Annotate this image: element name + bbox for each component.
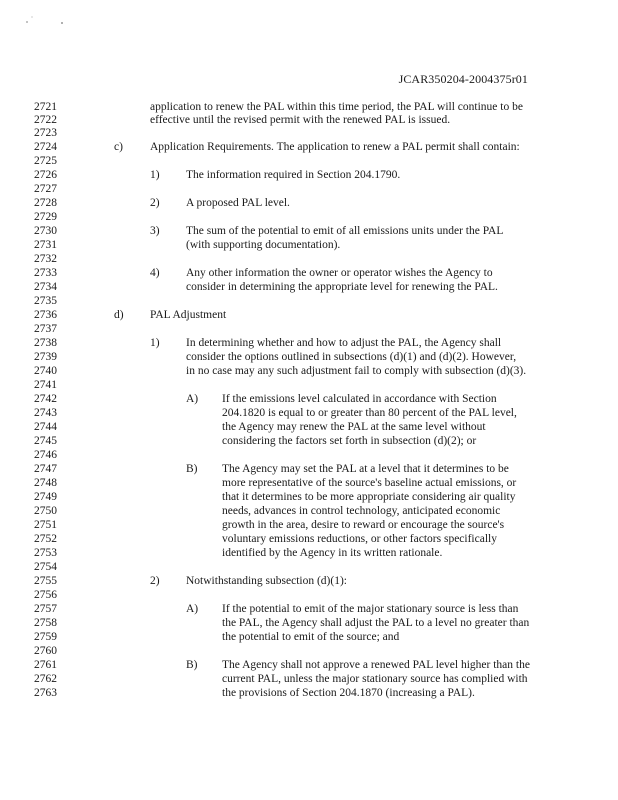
section-d-marker: d) xyxy=(114,309,124,321)
line-number: 2721 xyxy=(34,101,57,113)
document-id: JCAR350204-2004375r01 xyxy=(398,72,528,86)
line-number: 2729 xyxy=(34,211,57,223)
list-item-text: In determining whether and how to adjust the PAL, the Agency shall xyxy=(186,337,502,349)
sublist-item-text: identified by the Agency in its written rationale. xyxy=(222,547,443,559)
line-number: 2761 xyxy=(34,659,57,671)
line-number: 2744 xyxy=(34,421,57,433)
section-c-marker: c) xyxy=(114,141,123,153)
line-number: 2741 xyxy=(34,379,57,391)
sublist-item-text: If the emissions level calculated in accordance with Section xyxy=(222,393,497,405)
sublist-item-text: the PAL, the Agency shall adjust the PAL to a level no greater than xyxy=(222,617,530,629)
list-marker: 2) xyxy=(150,197,160,209)
line-number: 2740 xyxy=(34,365,57,377)
line-number: 2745 xyxy=(34,435,57,447)
line-number: 2749 xyxy=(34,491,57,503)
line-number: 2732 xyxy=(34,253,57,265)
line-number: 2724 xyxy=(34,141,57,153)
line-number: 2733 xyxy=(34,267,57,279)
line-number: 2731 xyxy=(34,239,57,251)
list-marker: 2) xyxy=(150,575,160,587)
line-number: 2743 xyxy=(34,407,57,419)
line-number: 2762 xyxy=(34,673,57,685)
line-number: 2736 xyxy=(34,309,57,321)
line-number: 2760 xyxy=(34,645,57,657)
list-item-text: consider in determining the appropriate level for renewing the PAL. xyxy=(186,281,498,293)
line-number: 2727 xyxy=(34,183,57,195)
sublist-marker: B) xyxy=(186,659,198,671)
line-number: 2739 xyxy=(34,351,57,363)
line-number: 2726 xyxy=(34,169,57,181)
list-item-text: consider the options outlined in subsections (d)(1) and (d)(2). However, xyxy=(186,351,517,363)
sublist-item-text: voluntary emissions reductions, or other factors specifically xyxy=(222,533,497,545)
line-number: 2759 xyxy=(34,631,57,643)
line-number: 2747 xyxy=(34,463,57,475)
section-d-heading: PAL Adjustment xyxy=(150,309,227,321)
line-number: 2735 xyxy=(34,295,57,307)
sublist-item-text: the Agency may renew the PAL at the same level without xyxy=(222,421,486,433)
sublist-item-text: current PAL, unless the major stationary source has complied with xyxy=(222,673,528,685)
line-number: 2722 xyxy=(34,114,57,126)
sublist-item-text: needs, advances in control technology, anticipated economic xyxy=(222,505,501,517)
line-number: 2753 xyxy=(34,547,57,559)
sublist-item-text: The Agency shall not approve a renewed PAL level higher than the xyxy=(222,659,530,671)
sublist-marker: A) xyxy=(186,393,199,405)
sublist-item-text: the provisions of Section 204.1870 (increasing a PAL). xyxy=(222,687,475,699)
line-number: 2750 xyxy=(34,505,57,517)
scan-specks xyxy=(25,10,65,26)
sublist-item-text: that it determines to be more appropriate considering air quality xyxy=(222,491,516,503)
list-item-text: Any other information the owner or operator wishes the Agency to xyxy=(186,267,493,279)
line-number: 2742 xyxy=(34,393,57,405)
section-c-heading: Application Requirements. The application to renew a PAL permit shall contain: xyxy=(150,141,520,153)
line-number: 2748 xyxy=(34,477,57,489)
list-marker: 1) xyxy=(150,169,160,181)
sublist-item-text: If the potential to emit of the major stationary source is less than xyxy=(222,603,519,615)
line-number: 2746 xyxy=(34,449,57,461)
sublist-item-text: The Agency may set the PAL at a level that it determines to be xyxy=(222,463,509,475)
list-marker: 1) xyxy=(150,337,160,349)
line-number: 2754 xyxy=(34,561,57,573)
line-number: 2730 xyxy=(34,225,57,237)
sublist-item-text: considering the factors set forth in subsection (d)(2); or xyxy=(222,435,477,447)
body-text-line: application to renew the PAL within this time period, the PAL will continue to be xyxy=(150,101,523,113)
line-number: 2755 xyxy=(34,575,57,587)
list-item-text: The information required in Section 204.1790. xyxy=(186,169,401,181)
sublist-item-text: the potential to emit of the source; and xyxy=(222,631,400,643)
list-marker: 3) xyxy=(150,225,160,237)
list-item-text: (with supporting documentation). xyxy=(186,239,341,251)
sublist-item-text: 204.1820 is equal to or greater than 80 percent of the PAL level, xyxy=(222,407,517,419)
line-number: 2725 xyxy=(34,155,57,167)
line-number: 2752 xyxy=(34,533,57,545)
line-number: 2763 xyxy=(34,687,57,699)
list-item-text: The sum of the potential to emit of all emissions units under the PAL xyxy=(186,225,504,237)
line-number: 2737 xyxy=(34,323,57,335)
line-number: 2734 xyxy=(34,281,57,293)
body-text-line: effective until the revised permit with the renewed PAL is issued. xyxy=(150,114,451,126)
list-item-text: Notwithstanding subsection (d)(1): xyxy=(186,575,347,587)
line-number: 2756 xyxy=(34,589,57,601)
sublist-item-text: more representative of the source's baseline actual emissions, or xyxy=(222,477,517,489)
sublist-marker: B) xyxy=(186,463,198,475)
line-number: 2723 xyxy=(34,127,57,139)
line-number: 2751 xyxy=(34,519,57,531)
sublist-marker: A) xyxy=(186,603,199,615)
list-item-text: in no case may any such adjustment fail to comply with subsection (d)(3). xyxy=(186,365,527,377)
sublist-item-text: growth in the area, desire to reward or encourage the source's xyxy=(222,519,505,531)
line-number: 2738 xyxy=(34,337,57,349)
list-item-text: A proposed PAL level. xyxy=(186,197,290,209)
list-marker: 4) xyxy=(150,267,160,279)
line-number: 2758 xyxy=(34,617,57,629)
line-number: 2757 xyxy=(34,603,57,615)
line-number: 2728 xyxy=(34,197,57,209)
